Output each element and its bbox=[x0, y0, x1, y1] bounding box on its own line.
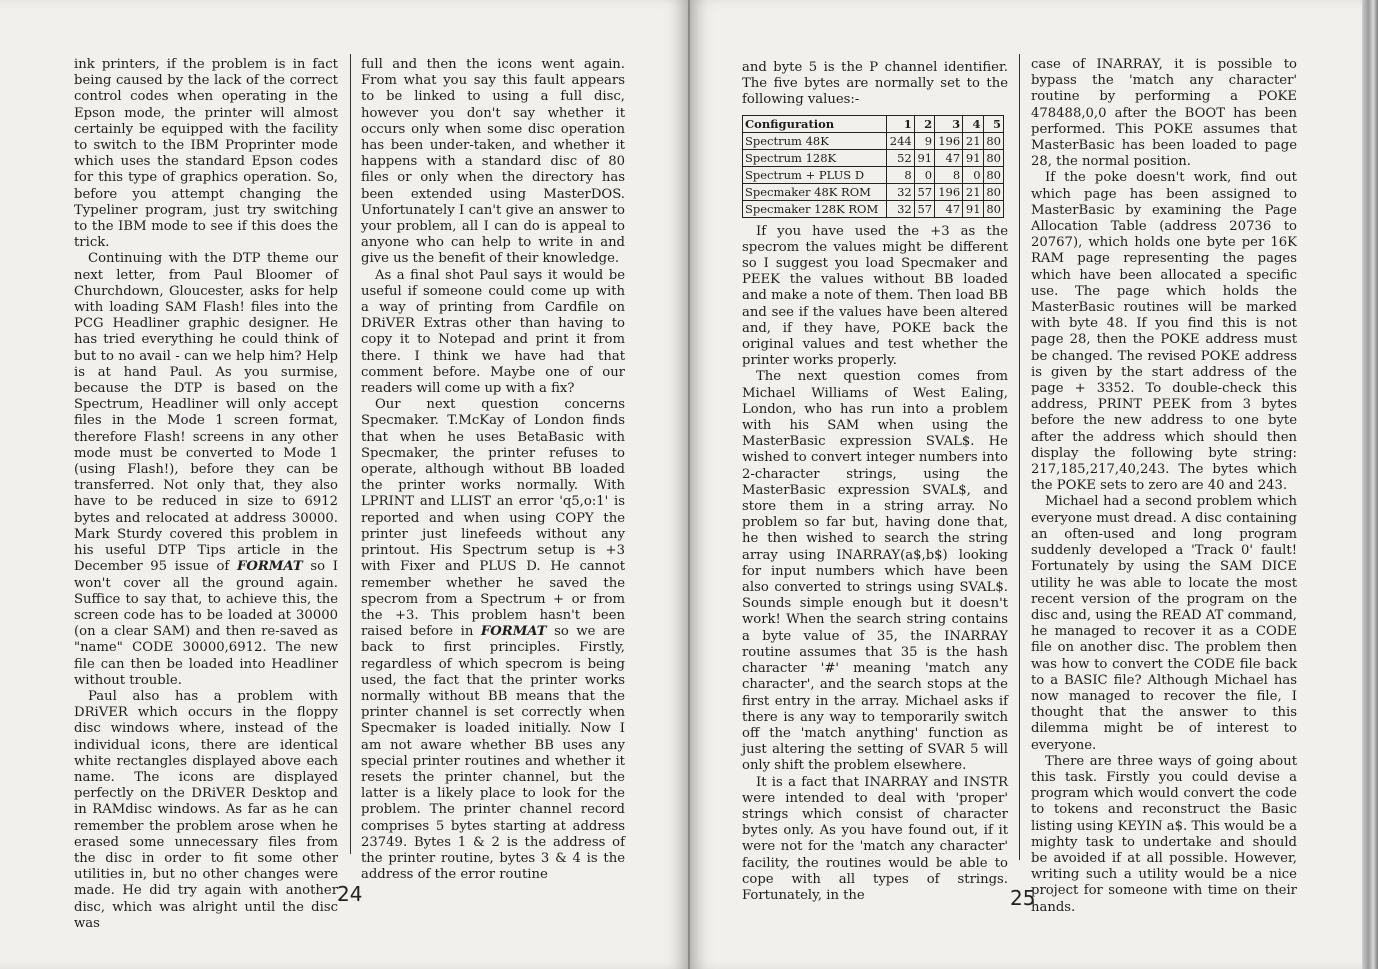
left-column-1 bbox=[74, 57, 338, 932]
table-row bbox=[743, 200, 1004, 217]
table-row bbox=[743, 132, 1004, 149]
table-cell: Spectrum 48K bbox=[743, 132, 887, 149]
paragraph-text: case of INARRAY, it is possible to bypass the 'match any character' routine by performing a POKE 478488,0,0 after the BOOT has been performed. This POKE assumes that MasterBasic has been loaded to page 28, the normal position. bbox=[1031, 57, 1297, 170]
paragraph-text: Paul also has a problem with DRiVER which occurs in the floppy disc windows where, instead of the individual icons, there are identical white rectangles displayed above each name. The icons are displayed perfectly on the DRiVER Desktop and in RAMdisc windows. As far as he can remember the problem arose when he erased some unnecessary files from the disc in order to fit some other utilities in, but no other changes were made. He did try again with another disc, which was alright until the disc was bbox=[74, 688, 338, 931]
table-cell: 91 bbox=[963, 149, 983, 166]
table-cell: 80 bbox=[983, 149, 1003, 166]
table-cell: 57 bbox=[914, 183, 934, 200]
table-cell: 52 bbox=[886, 149, 914, 166]
paragraph-text: ink printers, if the problem is in fact being caused by the lack of the correct control codes when operating in the Epson mode, the printer will almost certainly be equipped with the facility to switch to the IBM Proprinter mode which uses the standard Epson codes for this type of graphics operation. So, before you attempt changing the Typeliner program, just try switching to the IBM mode to see if this does the trick. bbox=[74, 57, 338, 251]
table-header-cell: 4 bbox=[963, 115, 983, 132]
left-page bbox=[0, 0, 688, 969]
table-cell: 196 bbox=[935, 183, 963, 200]
table-cell: 8 bbox=[935, 166, 963, 183]
paragraph bbox=[1031, 494, 1297, 753]
table-cell: 47 bbox=[935, 149, 963, 166]
paragraph-text: so we are back to first principles. Firstly, regardless of which specrom is being used, the fact that the printer works normally without BB means that the printer channel is set correctly when Specmaker is loaded initially. Now I am not aware whether BB uses any special printer routines and whether it resets the printer channel, but the latter is a likely place to look for the problem. The printer channel record comprises 5 bytes starting at address 23749. Bytes 1 & 2 is the address of the printer routine, bytes 3 & 4 is the address of the error routine bbox=[361, 624, 625, 883]
column-rule bbox=[350, 54, 351, 854]
table-cell: 196 bbox=[935, 132, 963, 149]
paragraph bbox=[1031, 57, 1297, 170]
paragraph bbox=[361, 397, 625, 883]
paragraph-text: full and then the icons went again. From what you say this fault appears to be linked to using a full disc, however you don't say whether it occurs only when some disc operation has been under-taken, and whether it happens with a standard disc of 80 files or only when the directory has been extended using MasterDOS. Unfortunately I can't give an answer to your problem, all I can do is appeal to anyone who can help to write in and give us the benefit of their knowledge. bbox=[361, 57, 625, 267]
table-cell: 80 bbox=[983, 166, 1003, 183]
table-cell: 21 bbox=[963, 132, 983, 149]
table-cell: 244 bbox=[886, 132, 914, 149]
paragraph bbox=[1031, 170, 1297, 494]
paragraph-text: It is a fact that INARRAY and INSTR were intended to deal with 'proper' strings which consist of character bytes only. As you have found out, if it were not for the 'match any character' facility, the routines would be able to cope with all types of strings. Fortunately, in the bbox=[742, 774, 1008, 903]
table-header-cell: 1 bbox=[886, 115, 914, 132]
paragraph bbox=[742, 224, 1008, 370]
paragraph bbox=[361, 57, 625, 268]
table-row bbox=[743, 166, 1004, 183]
paragraph-text: As a final shot Paul says it would be useful if someone could come up with a way of printing from Cardfile on DRiVER Extras other than having to copy it to Notepad and print it from there. I think we have had that comment before. Maybe one of our readers will come up with a fix? bbox=[361, 267, 625, 397]
magazine-name: FORMAT bbox=[480, 624, 547, 640]
page-number: 24 bbox=[337, 882, 363, 906]
table-cell: 0 bbox=[963, 166, 983, 183]
paragraph bbox=[74, 689, 338, 932]
paragraph-text: Michael had a second problem which everyone must dread. A disc containing an often-used and long program suddenly developed a 'Track 0' fault! Fortunately by using the SAM DICE utility he was able to locate the most recent version of the program on the disc and, using the READ AT command, he managed to recover it as a CODE file on another disc. The problem then was how to convert the CODE file back to a BASIC file? Although Michael has now managed to recover the file, I thought that the answer to this dilemma might be of interest to everyone. bbox=[1031, 494, 1297, 753]
paragraph bbox=[361, 268, 625, 398]
table-header-cell: 2 bbox=[914, 115, 934, 132]
table-cell: 80 bbox=[983, 200, 1003, 217]
paragraph bbox=[742, 775, 1008, 905]
table-cell: 32 bbox=[886, 183, 914, 200]
paragraph bbox=[74, 251, 338, 688]
magazine-name: FORMAT bbox=[236, 559, 303, 575]
table-cell: Spectrum 128K bbox=[743, 149, 887, 166]
paragraph bbox=[1031, 754, 1297, 916]
paragraph: and byte 5 is the P channel identifier. The five bytes are normally set to the following values:- bbox=[742, 60, 1008, 108]
paragraph-text: Continuing with the DTP theme our next letter, from Paul Bloomer of Churchdown, Gloucester, asks for help with loading SAM Flash! files into the PCG Headliner graphic designer. He has tried everything he could think of but to no avail - can we help him? Help is at hand Paul. As you surmise, because the DTP is based on the Spectrum, Headliner will only accept files in the Mode 1 screen format, therefore Flash! screens in any other mode must be converted to Mode 1 (using Flash!), before they can be transferred. Not only that, they also have to be reduced in size to 6912 bytes and relocated at address 30000. Mark Sturdy covered this problem in his useful DTP Tips article in the December 95 issue of bbox=[74, 251, 338, 575]
left-column-2 bbox=[361, 57, 625, 883]
table-header-cell: 3 bbox=[935, 115, 963, 132]
table-cell: Spectrum + PLUS D bbox=[743, 166, 887, 183]
paragraph-text: If you have used the +3 as the specrom the values might be different so I suggest you load Specmaker and PEEK the values without BB loaded and make a note of them. Then load BB and see if the values have been altered and, if they have, POKE back the original values and test whether the printer works properly. bbox=[742, 223, 1008, 369]
table-cell: 80 bbox=[983, 183, 1003, 200]
table-cell: 57 bbox=[914, 200, 934, 217]
book-edge bbox=[1362, 0, 1378, 969]
table-cell: 8 bbox=[886, 166, 914, 183]
table-header-cell: Configuration bbox=[743, 115, 887, 132]
paragraph-text: Our next question concerns Specmaker. T.McKay of London finds that when he uses BetaBasic with Specmaker, the printer refuses to operate, although without BB loaded the printer works normally. With LPRINT and LLIST an error 'q5,o:1' is reported and when using COPY the printer just linefeeds without any printout. His Spectrum setup is +3 with Fixer and PLUS D. He cannot remember whether he saved the specrom from a Spectrum + or from the +3. This problem hasn't been raised before in bbox=[361, 397, 625, 640]
table-cell: 32 bbox=[886, 200, 914, 217]
table-cell: 9 bbox=[914, 132, 934, 149]
column-rule bbox=[1019, 54, 1020, 860]
table-cell: 80 bbox=[983, 132, 1003, 149]
table-cell: 47 bbox=[935, 200, 963, 217]
table-cell: Specmaker 128K ROM bbox=[743, 200, 887, 217]
paragraph-text: If the poke doesn't work, find out which page has been assigned to MasterBasic by examining the Page Allocation Table (address 20736 to 20767), which holds one byte per 16K RAM page representing the pages which have been allocated a specific use. The page which holds the MasterBasic routines will be marked with byte 48. If you find this is not page 28, then the POKE address must be changed. The revised POKE address is given by the start address of the page + 3352. To double-check this address, PRINT PEEK from 3 bytes before the new address to one byte after the address which should then display the following byte string: 217,185,217,40,243. The bytes which the POKE sets to zero are 40 and 243. bbox=[1031, 170, 1297, 494]
right-page bbox=[690, 0, 1362, 969]
configuration-table bbox=[742, 115, 1004, 218]
paragraph bbox=[742, 369, 1008, 774]
paragraph-text: so I won't cover all the ground again. Suffice to say that, to achieve this, the screen code has to be loaded at 30000 (on a clear SAM) and then re-saved as "name" CODE 30000,6912. The new file can then be loaded into Headliner without trouble. bbox=[74, 559, 338, 688]
table-row bbox=[743, 183, 1004, 200]
page-number: 25 bbox=[1010, 886, 1036, 910]
paragraph-text: The next question comes from Michael Williams of West Ealing, London, who has run into a problem with his SAM when using the MasterBasic expression SVAL$. He wished to convert integer numbers into 2-character strings, using the MasterBasic expression SVAL$, and store them in a string array. No problem so far but, having done that, he then wished to search the string array using INARRAY(a$,b$) looking for input numbers which have been also converted to strings using SVAL$. Sounds simple enough but it doesn't work! When the search string contains a byte value of 35, the INARRAY routine assumes that 35 is the hash character '#' meaning 'match any character', and the search stops at the first entry in the array. Michael asks if there is any way to temporarily switch off the 'match anything' function as just altering the setting of SVAR 5 will only shift the problem elsewhere. bbox=[742, 369, 1008, 774]
table-cell: 91 bbox=[963, 200, 983, 217]
table-cell: 91 bbox=[914, 149, 934, 166]
paragraph-text: There are three ways of going about this task. Firstly you could devise a program which would convert the code to tokens and reconstruct the Basic listing using KEYIN a$. This would be a mighty task to undertake and should be avoided if at all possible. However, writing such a utility would be a nice project for someone with time on their hands. bbox=[1031, 753, 1297, 915]
right-column-1 bbox=[742, 60, 1008, 904]
table-cell: Specmaker 48K ROM bbox=[743, 183, 887, 200]
table-cell: 0 bbox=[914, 166, 934, 183]
table-cell: 21 bbox=[963, 183, 983, 200]
right-column-2 bbox=[1031, 57, 1297, 916]
table-row bbox=[743, 149, 1004, 166]
table-header bbox=[743, 115, 1004, 132]
paragraph bbox=[74, 57, 338, 251]
table-header-cell: 5 bbox=[983, 115, 1003, 132]
